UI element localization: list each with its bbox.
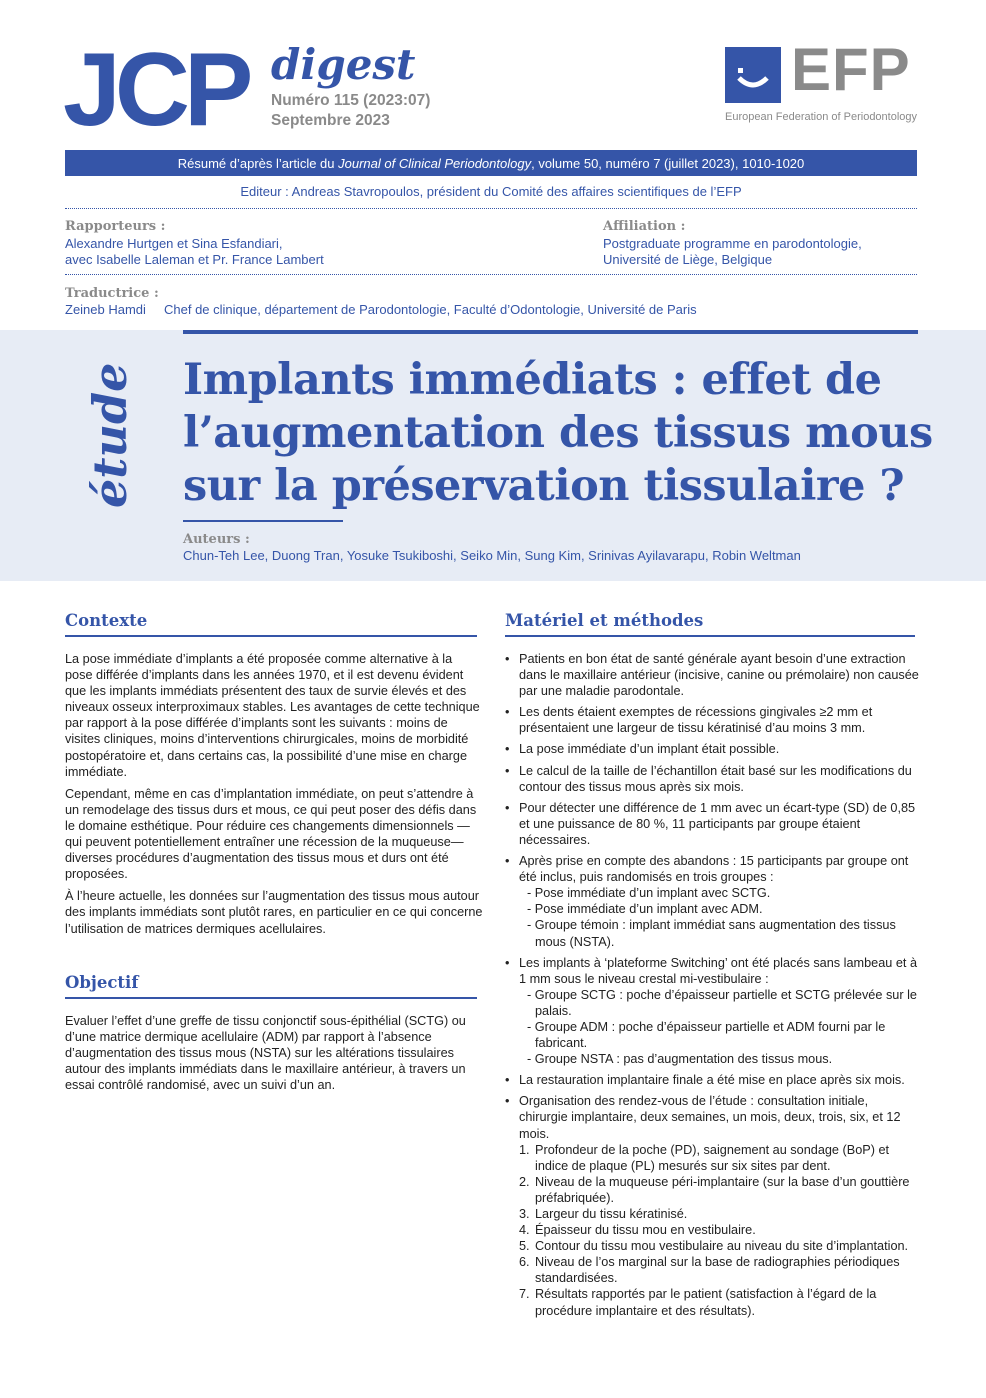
- jcp-logo: JCP: [63, 32, 248, 148]
- article-title: Implants immédiats : effet de l’augmentation des tissus mous sur la préservation tissulaire ?: [183, 355, 933, 511]
- divider: [65, 208, 917, 209]
- efp-smile-icon: [725, 47, 781, 103]
- numbered-item: 7. Résultats rapportés par le patient (satisfaction à l’égard de la procédure implantaire et des résultats).: [519, 1287, 877, 1318]
- list-item: • Organisation des rendez-vous de l’étude : consultation initiale, chirurgie implantaire, deux semaines, un mois, deux, trois, six, et 12 mois. 1. Profondeur de la poche (PD), saignement au sondage (BoP) et indice de plaque (PL) mesurés sur six sites par dent. 2. Niveau de la muqueuse péri-implantaire (sur la base d’un gouttière préfabriquée). 3. Largeur du tissu kératinisé. 4. Épaisseur du tissu mou en vestibulaire. 5. Contour du tissu mou vestibulaire au niveau du site d’implantation. 6. Niveau de l’os marginal sur la base de radiographies périodiques standardisées. 7. Résultats rapportés par le patient (satisfaction à l’égard de la procédure implantaire et des résultats).: [505, 1093, 919, 1318]
- divider: [65, 274, 917, 275]
- methodes-list: [505, 651, 919, 1324]
- editor-line: Editeur : Andreas Stavropoulos, président du Comité des affaires scientifiques de l’EFP: [240, 184, 742, 199]
- efp-logo-text: EFP: [791, 36, 911, 103]
- section-rule: [505, 635, 915, 637]
- efp-full-name: European Federation of Periodontology: [725, 111, 918, 123]
- contexte-body: La pose immédiate d’implants a été proposée comme alternative à la pose différée d’implants dans les années 1970, et il est devenu évident que les implants immédiats présentent des taux de survie élevés et des niveaux osseux interproximaux stables. Les avantages de cette technique par rapport à la pose différée d’implants sont les suivants : moins de visites cliniques, moins d’interventions chirurgicales, moins de morbidité postopératoire et, dans certains cas, la possibilité d’une mise en charge immédiate. Cependant, même en cas d’implantation immédiate, on peut s’attendre à un remodelage des tissus durs et mous, ce qui peut poser des défis dans le domaine esthétique. Pour réduire ces changements dimensionnels —qui peuvent potentiellement entraîner une récession de la muqueuse— diverses procédures d’augmentation des tissus mous et durs ont été proposées. À l’heure actuelle, les données sur l’augmentation des tissus mous autour des implants immédiats sont plutôt rares, en particulier en ce qui concerne l’utilisation de matrices dermiques acellulaires.: [65, 652, 483, 936]
- journal-name: Journal of Clinical Periodontology: [338, 155, 532, 171]
- translator-role: Chef de clinique, département de Parodontologie, Faculté d’Odontologie, Université de Paris: [164, 302, 697, 317]
- study-side-label-text: étude: [83, 362, 137, 508]
- list-item: • Pour détecter une différence de 1 mm avec un écart-type (SD) de 0,85 et une puissance de 80 %, 11 participants par groupe étaient nécessaires.: [505, 800, 919, 848]
- authors-label: Auteurs :: [183, 532, 250, 547]
- numbered-item: 4. Épaisseur du tissu mou en vestibulaire.: [519, 1223, 756, 1238]
- translator-name: Zeineb Hamdi: [65, 302, 146, 317]
- section-rule: [65, 997, 477, 999]
- numbered-list: [519, 1142, 919, 1319]
- numbered-item: 6. Niveau de l’os marginal sur la base de radiographies périodiques standardisées.: [519, 1255, 900, 1286]
- title-rule: [183, 520, 343, 522]
- section-rule: [65, 635, 477, 637]
- list-item: • Le calcul de la taille de l’échantillon était basé sur les modifications du contour des tissus mous après six mois.: [505, 763, 919, 795]
- affiliation-text: Postgraduate programme en parodontologie, Université de Liège, Belgique: [603, 236, 862, 267]
- list-item: • Patients en bon état de santé générale ayant besoin d’une extraction dans le maxillaire antérieur (incisive, canine ou prémolaire) non causée par une maladie parodontale.: [505, 651, 919, 699]
- list-item: • Après prise en compte des abandons : 15 participants par groupe ont été inclus, puis randomisés en trois groupes : - Pose immédiate d’un implant avec SCTG. - Pose immédiate d’un implant avec ADM. - Groupe témoin : implant immédiat sans augmentation des tissus mous (NSTA).: [505, 853, 919, 950]
- translator-label: Traductrice :: [65, 286, 159, 301]
- section-heading-methodes: Matériel et méthodes: [505, 611, 704, 630]
- list-item: • La restauration implantaire finale a été mise en place après six mois.: [505, 1072, 919, 1088]
- source-banner: Résumé d’après l’article du Journal of Clinical Periodontology , volume 50, numéro 7 (juillet 2023), 1010-1020: [65, 150, 917, 176]
- numbered-item: 3. Largeur du tissu kératinisé.: [519, 1207, 688, 1221]
- sub-list: - Groupe SCTG : poche d’épaisseur partielle et SCTG prélevée sur le palais. - Groupe ADM : poche d’épaisseur partielle et ADM fourni par le fabricant. - Groupe NSTA : pas d’augmentation des tissus mous.: [527, 987, 917, 1067]
- reporters-label: Rapporteurs :: [65, 219, 166, 234]
- numbered-item: 1. Profondeur de la poche (PD), saignement au sondage (BoP) et indice de plaque (PL) mesurés sur six sites par dent.: [519, 1142, 890, 1173]
- issue-date: Septembre 2023: [271, 112, 390, 129]
- authors-list: Chun-Teh Lee, Duong Tran, Yosuke Tsukiboshi, Seiko Min, Sung Kim, Srinivas Ayilavarapu, Robin Weltman: [183, 548, 801, 563]
- study-side-label: [80, 358, 140, 508]
- reporters-names: Alexandre Hurtgen et Sina Esfandiari, avec Isabelle Laleman et Pr. France Lambert: [65, 236, 324, 267]
- section-heading-objectif: Objectif: [65, 973, 139, 992]
- affiliation-label: Affiliation :: [603, 219, 686, 234]
- digest-logo-text: digest: [271, 40, 416, 89]
- sub-list: - Pose immédiate d’un implant avec SCTG. - Pose immédiate d’un implant avec ADM. - Groupe témoin : implant immédiat sans augmentation des tissus mous (NSTA).: [527, 886, 896, 949]
- list-item: • Les dents étaient exemptes de récessions gingivales ≥2 mm et présentaient une largeur de tissu kératinisé d’au moins 3 mm.: [505, 704, 919, 736]
- issue-info: [271, 91, 430, 131]
- title-band-rule: [183, 330, 918, 334]
- numbered-item: 5. Contour du tissu mou vestibulaire au niveau du site d’implantation.: [519, 1239, 909, 1254]
- list-item: • Les implants à ‘plateforme Switching’ ont été placés sans lambeau et à 1 mm sous le niveau crestal mi-vestibulaire : - Groupe SCTG : poche d’épaisseur partielle et SCTG prélevée sur le palais. - Groupe ADM : poche d’épaisseur partielle et ADM fourni par le fabricant. - Groupe NSTA : pas d’augmentation des tissus mous.: [505, 955, 919, 1068]
- numbered-item: 2. Niveau de la muqueuse péri-implantaire (sur la base d’un gouttière préfabriquée).: [519, 1174, 910, 1205]
- objectif-body: Evaluer l’effet d’une greffe de tissu conjonctif sous-épithélial (SCTG) ou d’une matrice dermique acellulaire (ADM) par rapport à l’absence d’augmentation des tissus mous (NSTA) sur les altérations tissulaires autour des implants immédiats dans le maxillaire antérieur, à travers un essai contrôlé randomisé, avec un suivi d’un an.: [65, 1014, 466, 1093]
- list-item: • La pose immédiate d’un implant était possible.: [505, 741, 919, 757]
- issue-number: Numéro 115 (2023:07): [271, 92, 431, 109]
- section-heading-contexte: Contexte: [65, 611, 148, 630]
